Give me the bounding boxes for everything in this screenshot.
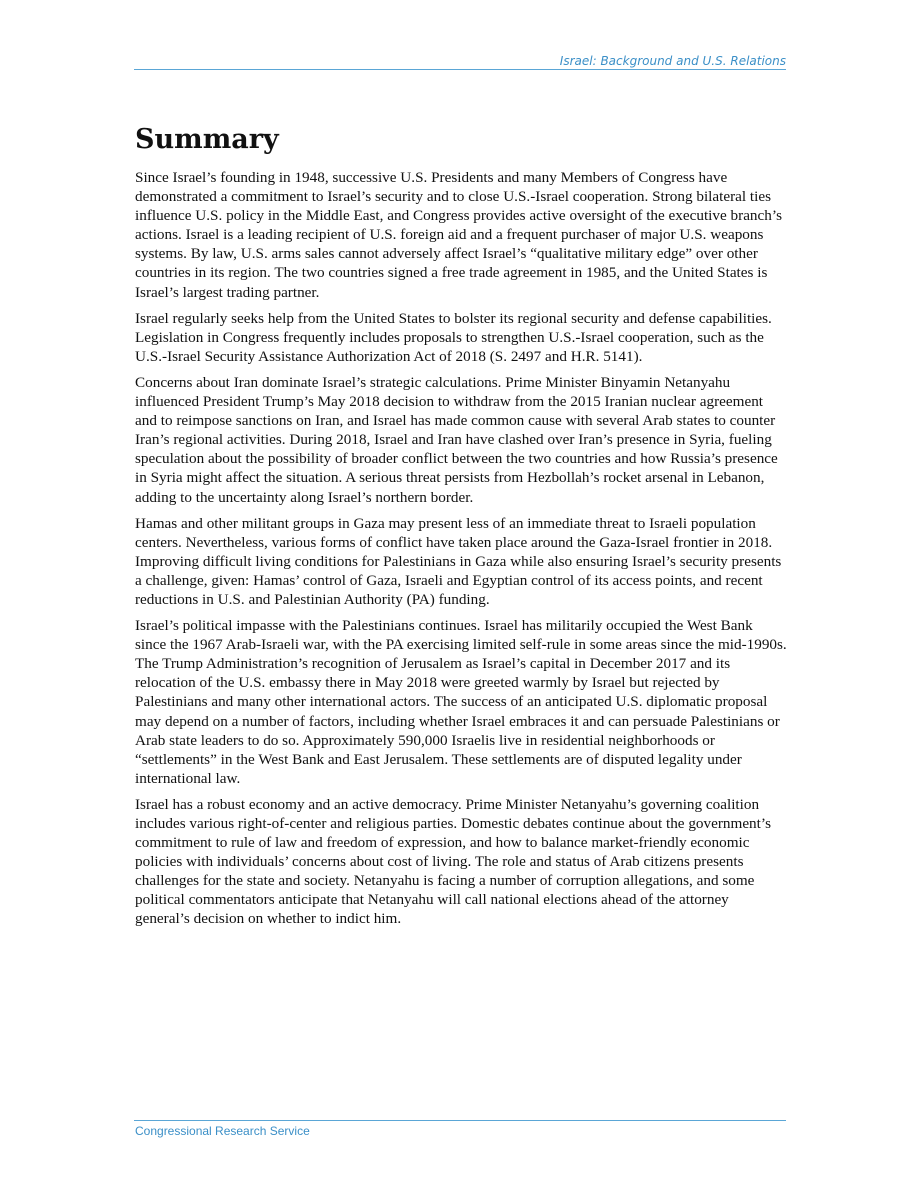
footer-organization: Congressional Research Service [135,1124,310,1138]
paragraph-2: Israel regularly seeks help from the United States to bolster its regional security and defense capabilities. Legislation in Congress frequently includes proposals to strengthen U.S.-Israel cooperation, such as the U.S.-Israel Security Assistance Authorization Act of 2018 (S. 2497 and H.R. 5141). [135,309,772,365]
running-header-title: Israel: Background and U.S. Relations [559,54,786,68]
footer-divider [134,1120,786,1121]
summary-section [135,122,787,936]
header-divider [134,69,786,70]
paragraph-3: Concerns about Iran dominate Israel’s strategic calculations. Prime Minister Binyamin Netanyahu influenced President Trump’s May 2018 decision to withdraw from the 2015 Iranian nuclear agreement and to reimpose sanctions on Iran, and Israel has made common cause with several Arab states to counter Iran’s regional activities. During 2018, Israel and Iran have clashed over Iran’s presence in Syria, fueling speculation about the possibility of broader conflict between the two countries and how Russia’s presence in Syria might affect the situation. A serious threat persists from Hezbollah’s rocket arsenal in Lebanon, adding to the uncertainty along Israel’s northern border. [135,373,778,506]
paragraph-5: Israel’s political impasse with the Palestinians continues. Israel has militarily occupied the West Bank since the 1967 Arab-Israeli war, with the PA exercising limited self-rule in some areas since the mid-1990s. The Trump Administration’s recognition of Jerusalem as Israel’s capital in December 2017 and its relocation of the U.S. embassy there in May 2018 were greeted warmly by Israel but rejected by Palestinians and many other international actors. The success of an anticipated U.S. diplomatic proposal may depend on a number of factors, including whether Israel embraces it and can persuade Palestinians or Arab state leaders to do so. Approximately 590,000 Israelis live in residential neighborhoods or “settlements” in the West Bank and East Jerusalem. These settlements are of disputed legality under international law. [135,617,787,787]
paragraph-4: Hamas and other militant groups in Gaza may present less of an immediate threat to Israeli population centers. Nevertheless, various forms of conflict have taken place around the Gaza-Israel frontier in 2018. Improving difficult living conditions for Palestinians in Gaza while also ensuring Israel’s security presents a challenge, given: Hamas’ control of Gaza, Israeli and Egyptian control of its access points, and recent reductions in U.S. and Palestinian Authority (PA) funding. [135,514,782,608]
paragraph-1: Since Israel’s founding in 1948, successive U.S. Presidents and many Members of Congress have demonstrated a commitment to Israel’s security and to close U.S.-Israel cooperation. Strong bilateral ties influence U.S. policy in the Middle East, and Congress provides active oversight of the executive branch’s actions. Israel is a leading recipient of U.S. foreign aid and a frequent purchaser of major U.S. weapons systems. By law, U.S. arms sales cannot adversely affect Israel’s “qualitative military edge” over other countries in its region. The two countries signed a free trade agreement in 1985, and the United States is Israel’s largest trading partner. [135,169,782,301]
section-heading: Summary [135,124,279,155]
paragraph-6: Israel has a robust economy and an active democracy. Prime Minister Netanyahu’s governing coalition includes various right-of-center and religious parties. Domestic debates continue about the government’s commitment to rule of law and freedom of expression, and how to balance market-friendly economic policies with individuals’ concerns about cost of living. The role and status of Arab citizens presents challenges for the state and society. Netanyahu is facing a number of corruption allegations, and some political commentators anticipate that Netanyahu will call national elections ahead of the attorney general’s decision on whether to indict him. [135,795,771,928]
